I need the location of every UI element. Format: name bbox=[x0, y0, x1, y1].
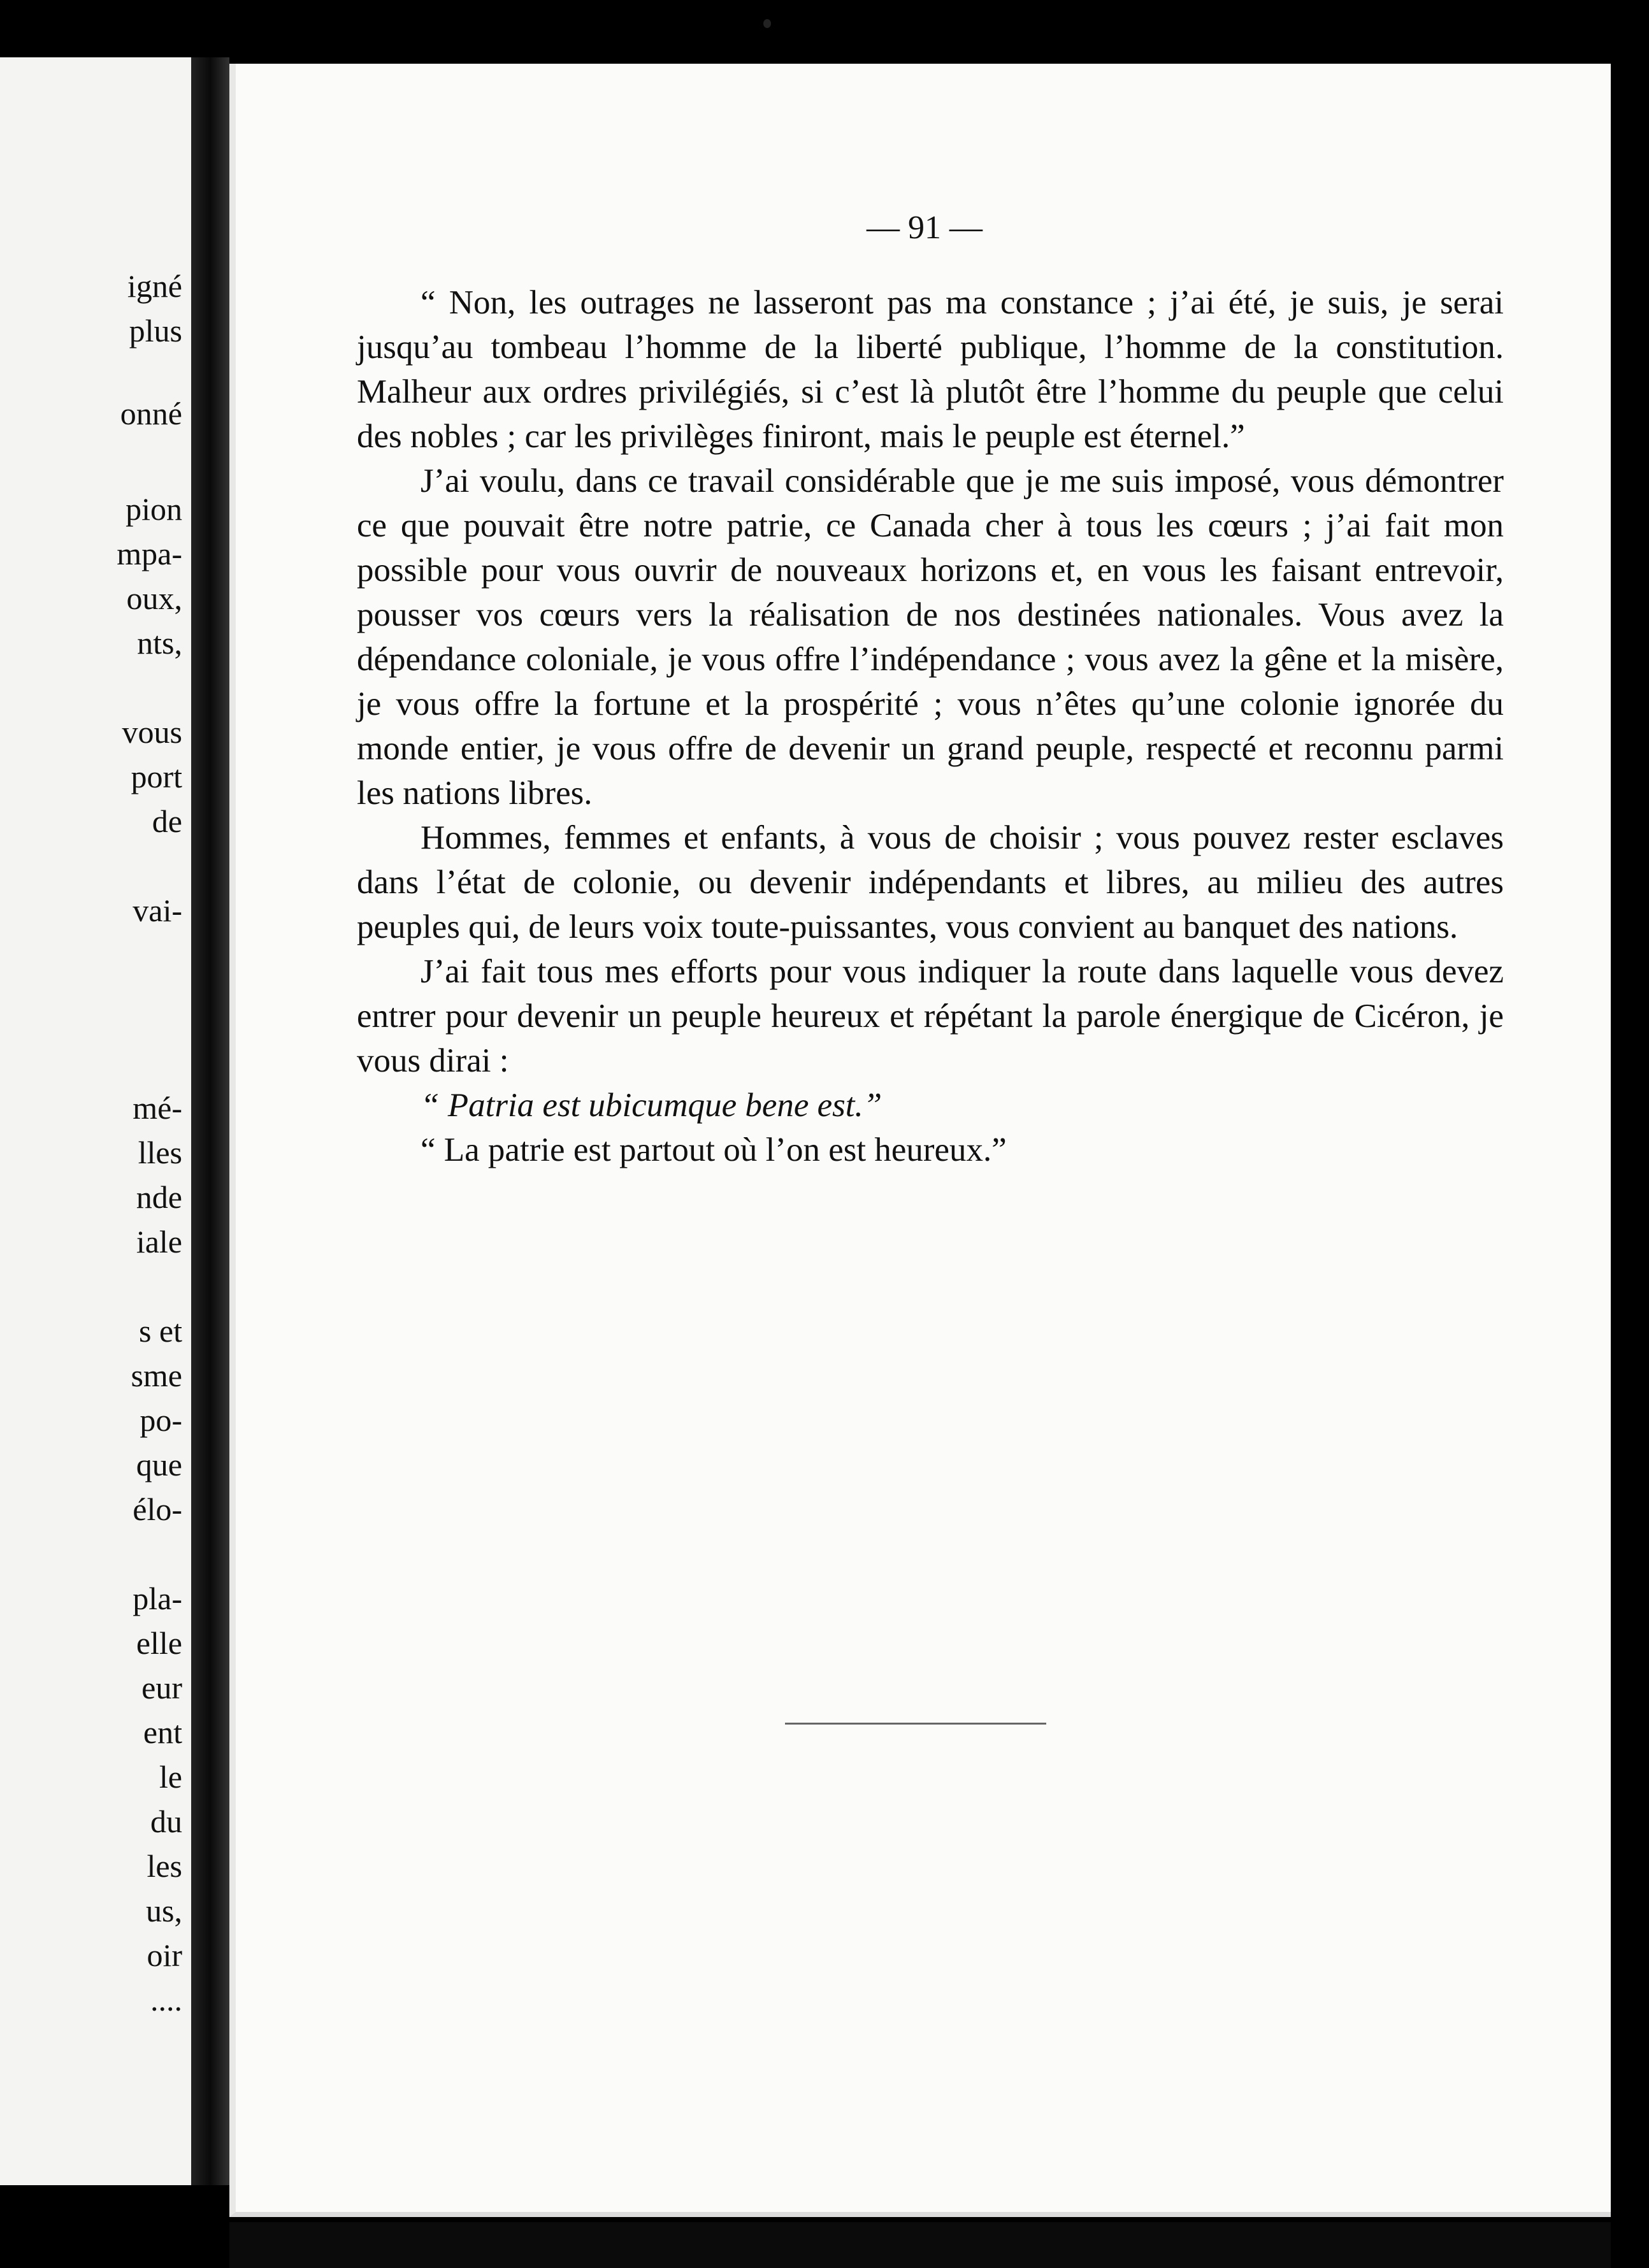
left-fragment: ent bbox=[143, 1714, 182, 1750]
left-fragment: po- bbox=[140, 1402, 182, 1438]
left-page-remnant bbox=[0, 57, 195, 2185]
left-fragment: nts, bbox=[137, 625, 182, 661]
end-rule bbox=[785, 1723, 1046, 1725]
left-fragment: oux, bbox=[126, 580, 182, 616]
left-fragment: les bbox=[147, 1848, 182, 1884]
left-fragment: pion bbox=[126, 491, 182, 527]
left-fragment: du bbox=[150, 1804, 182, 1839]
left-fragment: sme bbox=[131, 1358, 182, 1393]
left-fragment: iale bbox=[136, 1224, 182, 1260]
left-fragment: elle bbox=[136, 1625, 182, 1661]
paragraph: J’ai voulu, dans ce travail considérable que je me suis imposé, vous démontrer ce que pouvait être notre patrie, ce Canada cher à tous les cœurs ; j’ai fait mon possible pour vous ouvrir de nouveaux horizons et, en vous les faisant entrevoir, pousser vos cœurs vers la réalisation de nos destinées nationales. Vous avez la dépendance coloniale, je vous offre l’indépendance ; vous avez la gêne et la misère, je vous offre la fortune et la prospérité ; vous n’êtes qu’une colonie ignorée du monde entier, je vous offre de devenir un grand peuple, respecté et reconnu parmi les nations libres. bbox=[357, 463, 1504, 812]
left-fragment: élo- bbox=[133, 1491, 182, 1527]
right-page bbox=[229, 64, 1611, 2217]
left-fragment: lles bbox=[138, 1135, 182, 1170]
ink-mark bbox=[763, 19, 771, 28]
book-spine-shadow bbox=[191, 57, 229, 2185]
left-fragment: us, bbox=[146, 1893, 182, 1928]
left-fragment: pla- bbox=[133, 1581, 182, 1616]
left-fragment: mé- bbox=[133, 1090, 182, 1126]
left-fragment: s et bbox=[138, 1313, 182, 1349]
left-fragment: de bbox=[152, 803, 182, 839]
paragraph: Hommes, femmes et enfants, à vous de choisir ; vous pouvez rester esclaves dans l’état de colonie, ou devenir indépendants et libres, au milieu des autres peuples qui, de leurs voix toute-puissantes, vous convient au banquet des nations. bbox=[357, 819, 1504, 945]
left-fragment: mpa- bbox=[117, 536, 182, 571]
scan-bottom-edge bbox=[229, 2222, 1611, 2268]
latin-quote: “ Patria est ubicumque bene est.” bbox=[421, 1087, 882, 1124]
left-fragment: eur bbox=[141, 1670, 182, 1705]
left-fragment: nde bbox=[136, 1179, 182, 1215]
page-number: — 91 — bbox=[867, 210, 983, 246]
paragraph: J’ai fait tous mes efforts pour vous indiquer la route dans laquelle vous devez entrer pour devenir un peuple heureux et répétant la parole énergique de Cicéron, je vous dirai : bbox=[357, 953, 1504, 1079]
paragraph-mirabeau-quote: “ Non, les outrages ne lasseront pas ma constance ; j’ai été, je suis, je serai jusqu’au tombeau l’homme de la liberté publique, l’homme de la constitution. Malheur aux ordres privilégiés, si c’est là plutôt être l’homme du peuple que celui des nobles ; car les privilèges finiront, mais le peuple est éternel.” bbox=[357, 284, 1504, 455]
left-fragment: le bbox=[159, 1759, 182, 1795]
left-fragment: vous bbox=[122, 714, 182, 750]
left-fragment: que bbox=[136, 1447, 182, 1482]
left-fragment: igné bbox=[127, 268, 182, 304]
left-fragment: vai- bbox=[133, 893, 182, 928]
french-quote: “ La patrie est partout où l’on est heureux.” bbox=[421, 1131, 1007, 1168]
left-fragment: port bbox=[131, 759, 182, 794]
left-fragment: plus bbox=[129, 313, 182, 348]
page-body bbox=[357, 280, 1504, 1172]
left-fragment: onné bbox=[120, 396, 182, 431]
left-fragment: .... bbox=[150, 1982, 182, 2018]
left-fragment: oir bbox=[147, 1937, 182, 1973]
